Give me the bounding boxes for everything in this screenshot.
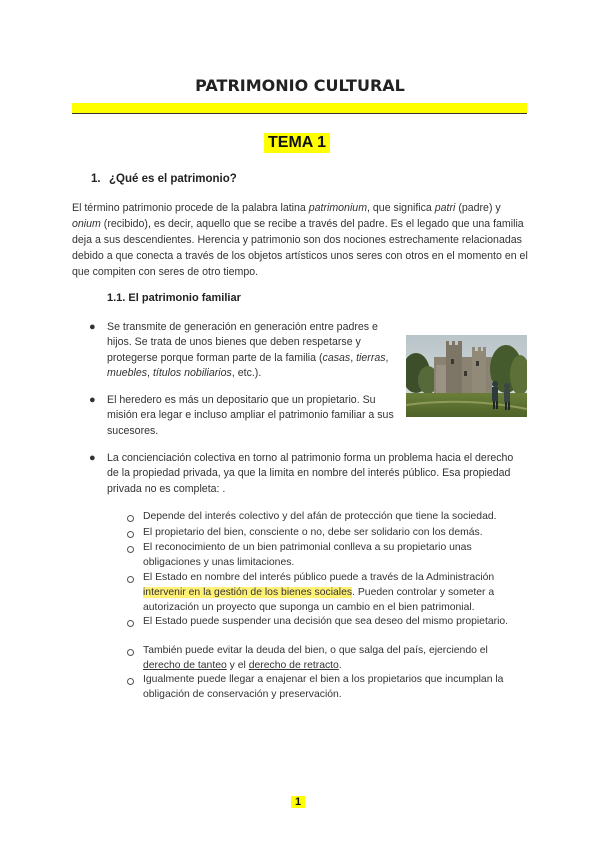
- italic-term: tierras: [356, 351, 386, 364]
- italic-term: onium: [72, 218, 101, 230]
- sub-bullet-item: [143, 643, 528, 673]
- sub-bullet-item: [143, 570, 528, 615]
- subsection-heading: 1.1. El patrimonio familiar: [107, 292, 241, 304]
- italic-term: títulos nobiliarios: [152, 366, 232, 379]
- sub-bullet-marker: [127, 620, 134, 627]
- title-yellow-bar: [72, 103, 527, 113]
- text-run: ,: [147, 366, 153, 379]
- sub-bullet-item: El reconocimiento de un bien patrimonial conlleva a su propietario unas obligaciones y unas limitaciones.: [143, 542, 472, 568]
- text-run: , etc.).: [231, 366, 262, 379]
- sub-bullet-item: El Estado puede suspender una decisión que sea deseo del mismo propietario.: [143, 616, 509, 627]
- sub-bullet-marker: [127, 649, 134, 656]
- text-run: y el: [226, 660, 249, 671]
- castle-photo: [406, 335, 527, 417]
- text-run: ,: [385, 351, 389, 364]
- sub-bullet-item: Depende del interés colectivo y del afán de protección que tiene la sociedad.: [143, 511, 497, 522]
- section-number: 1.: [91, 173, 101, 185]
- sub-bullet-marker: [127, 576, 134, 583]
- bullet-item: [107, 320, 392, 381]
- sub-bullet-marker: [127, 515, 134, 522]
- sub-bullet-item: El propietario del bien, consciente o no, debe ser solidario con los demás.: [143, 527, 483, 538]
- italic-term: muebles: [107, 366, 148, 379]
- text-run: (recibido), es decir, aquello que se recibe a través del padre. Es el legado que una familia deja a sus descendientes. Herencia y patrimonio son dos nociones estrechamente relacionadas debido a que conecta a través de los objetos artísticos unos seres con otros en el momento en el que compiten con seres de otro tiempo.: [72, 218, 528, 278]
- text-run: Se transmite de generación en generación entre padres e hijos. Se trata de unos bienes que deben respetarse y protegerse porque forman parte de la familia (: [107, 321, 378, 364]
- underlined-term: derecho de tanteo: [143, 660, 227, 671]
- bullet-item: La concienciación colectiva en torno al patrimonio forma un problema hacia el derecho de la propiedad privada, ya que la limita en nombre del interés público. Esa propiedad privada no es completa: .: [107, 452, 514, 495]
- bullet-marker: ●: [89, 452, 96, 464]
- highlighted-text: intervenir en la gestión de los bienes sociales: [143, 587, 353, 598]
- section-heading-text: ¿Qué es el patrimonio?: [109, 173, 237, 185]
- bullet-item: El heredero es más un depositario que un propietario. Su misión era legar e incluso ampliar el patrimonio familiar a sus sucesores.: [107, 394, 394, 437]
- bullet-marker: ●: [89, 321, 96, 333]
- italic-term: casas: [322, 351, 351, 364]
- sub-bullet-marker: [127, 678, 134, 685]
- tema-heading: TEMA 1: [264, 133, 330, 153]
- text-run: , que significa: [367, 202, 435, 214]
- italic-term: patrimonium: [308, 202, 368, 214]
- intro-paragraph: [72, 200, 532, 280]
- section-heading: [91, 173, 237, 185]
- text-run: ,: [350, 351, 357, 364]
- title-underline: [72, 113, 527, 114]
- page-number: 1: [291, 796, 305, 808]
- text-run: .: [338, 660, 342, 671]
- italic-term: patri: [434, 202, 456, 214]
- text-run: También puede evitar la deuda del bien, o que salga del país, ejerciendo el: [143, 645, 488, 656]
- document-title: PATRIMONIO CULTURAL: [195, 76, 405, 95]
- sub-bullet-item: Igualmente puede llegar a enajenar el bien a los propietarios que incumplan la obligación de conservación y preservación.: [143, 674, 504, 700]
- text-run: (padre) y: [455, 202, 501, 214]
- text-run: El Estado en nombre del interés público puede a través de la Administración: [143, 572, 495, 583]
- sub-bullet-marker: [127, 546, 134, 553]
- underlined-term: derecho de retracto: [248, 660, 339, 671]
- text-run: . Pueden controlar y someter a autorización un proyecto que suponga un cambio en el bien patrimonial.: [143, 587, 495, 613]
- bullet-marker: ●: [89, 394, 96, 406]
- sub-bullet-marker: [127, 531, 134, 538]
- text-run: El término patrimonio procede de la palabra latina: [72, 202, 309, 214]
